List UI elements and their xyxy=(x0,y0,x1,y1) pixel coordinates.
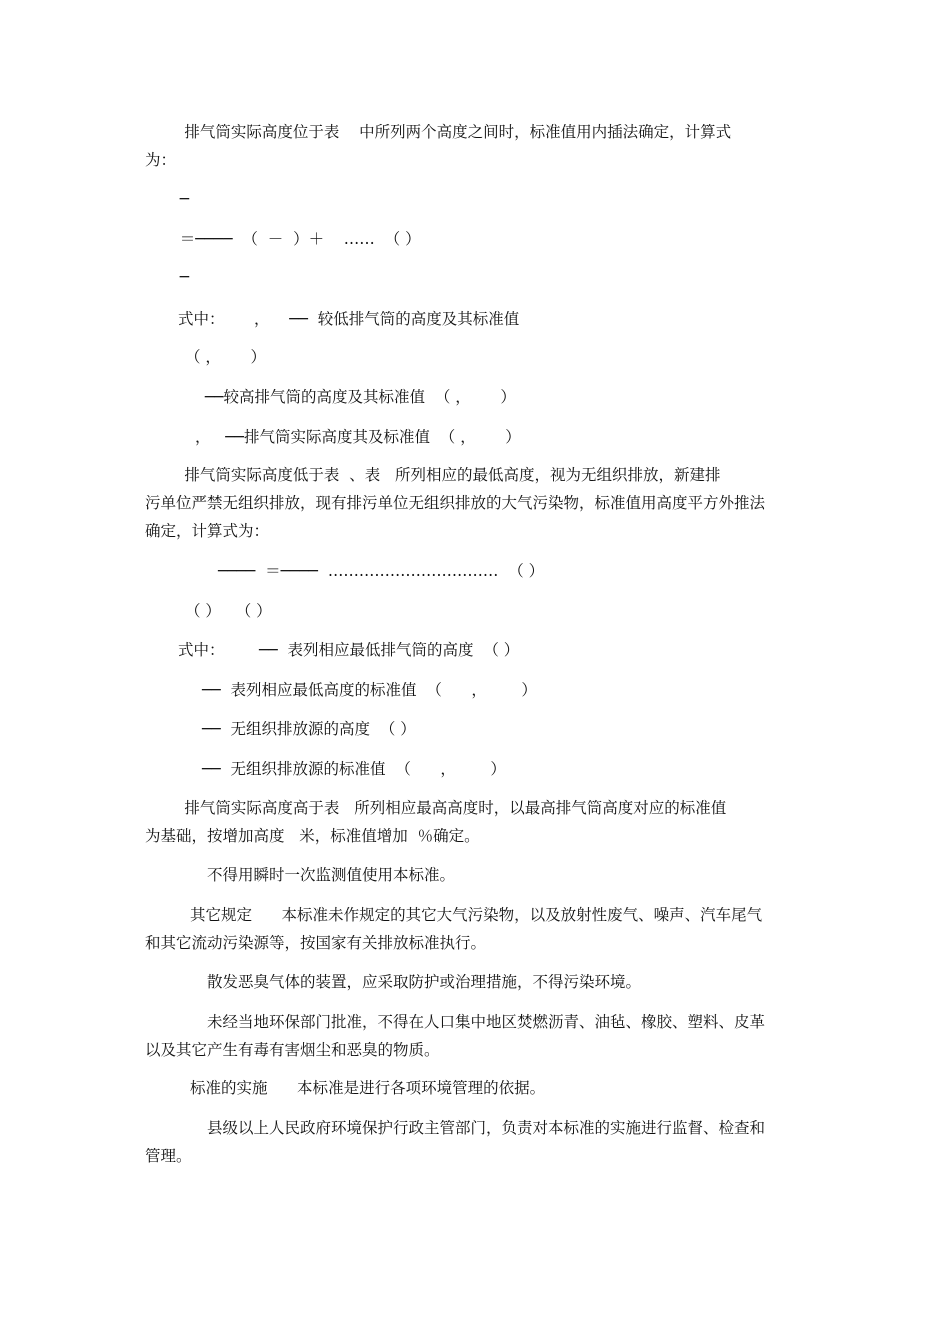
paragraph-line: 污单位严禁无组织排放，现有排污单位无组织排放的大气污染物，标准值用高度平方外推法 xyxy=(145,494,766,512)
definition-line: ── 无组织排放源的高度 （ ） xyxy=(202,720,416,738)
section-heading-line: 标准的实施 本标准是进行各项环境管理的依据。 xyxy=(190,1079,546,1097)
paragraph-line: 为： xyxy=(145,151,177,169)
formula-line: ─ xyxy=(160,268,190,286)
formula-line: ─ xyxy=(160,190,190,208)
paragraph-line: 管理。 xyxy=(145,1147,192,1165)
paragraph-line: 为基础，按增加高度 米，标准值增加 ％确定。 xyxy=(145,827,480,845)
formula-line: ──── ＝──── …………………………… （ ） xyxy=(218,562,545,580)
paragraph-line: 不得用瞬时一次监测值使用本标准。 xyxy=(207,866,456,884)
formula-line: ＝──── （ － ）＋ …… （ ） xyxy=(160,230,421,248)
paragraph-line: 排气筒实际高度高于表 所列相应最高高度时，以最高排气筒高度对应的标准值 xyxy=(145,799,727,817)
paragraph-line: 散发恶臭气体的装置，应采取防护或治理措施，不得污染环境。 xyxy=(207,973,642,991)
definition-line: 式中： ── 表列相应最低排气筒的高度 （ ） xyxy=(178,641,520,659)
paragraph-line: 未经当地环保部门批准，不得在人口集中地区焚燃沥青、油毡、橡胶、塑料、皮革 xyxy=(207,1013,766,1031)
paragraph-line: 排气筒实际高度位于表 中所列两个高度之间时，标准值用内插法确定，计算式 xyxy=(145,123,732,141)
definition-line: ， ──排气筒实际高度其及标准值 （ ， ） xyxy=(195,428,521,446)
definition-line: ──较高排气筒的高度及其标准值 （ ， ） xyxy=(195,388,516,406)
definition-line: ── 无组织排放源的标准值 （ ， ） xyxy=(202,760,506,778)
paragraph-line: 和其它流动污染源等，按国家有关排放标准执行。 xyxy=(145,934,487,952)
unit-line: （ ） （ ） xyxy=(185,602,272,620)
paragraph-line: 排气筒实际高度低于表 、表 所列相应的最低高度，视为无组织排放，新建排 xyxy=(145,466,721,484)
definition-line: 式中： ， ── 较低排气筒的高度及其标准值 xyxy=(178,310,520,328)
paragraph-line: 确定，计算式为： xyxy=(145,522,270,540)
unit-line: （ ， ） xyxy=(185,348,266,366)
section-heading-line: 其它规定 本标准未作规定的其它大气污染物，以及放射性废气、噪声、汽车尾气 xyxy=(190,906,763,924)
paragraph-line: 县级以上人民政府环境保护行政主管部门，负责对本标准的实施进行监督、检查和 xyxy=(207,1119,766,1137)
paragraph-line: 以及其它产生有毒有害烟尘和恶臭的物质。 xyxy=(145,1041,440,1059)
definition-line: ── 表列相应最低高度的标准值 （ ， ） xyxy=(202,681,537,699)
